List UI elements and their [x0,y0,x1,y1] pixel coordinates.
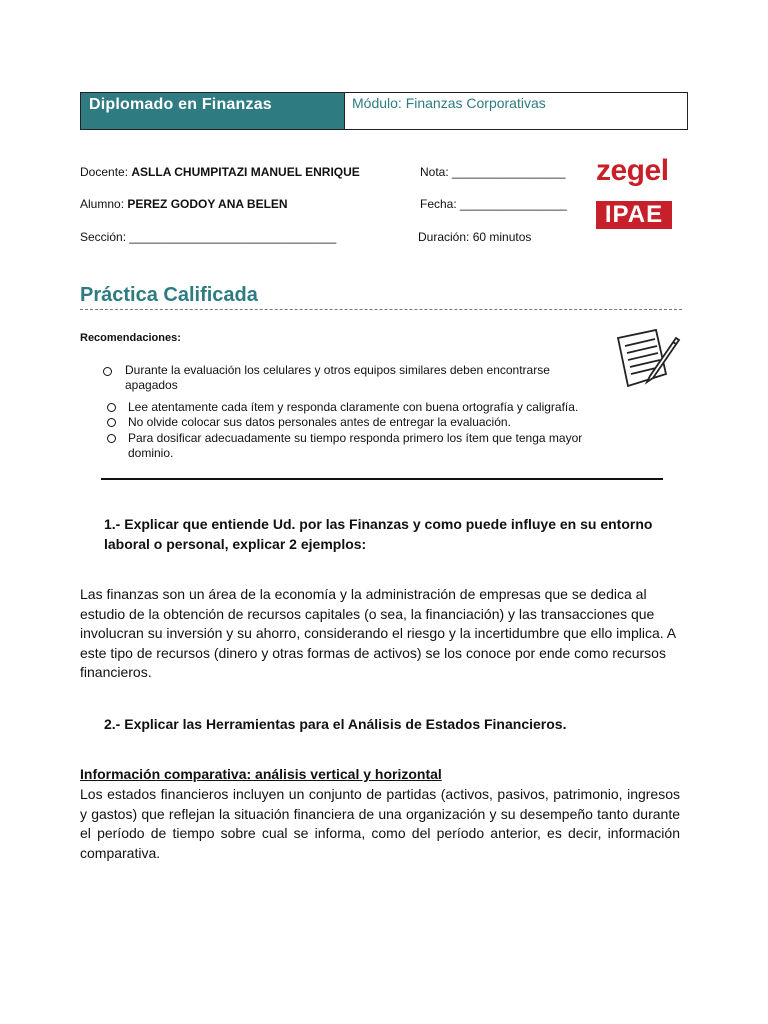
section-divider [101,478,663,480]
module-title: Módulo: Finanzas Corporativas [352,95,546,111]
recommendation-item: Durante la evaluación los celulares y otros equipos similares deben encontrarse apagados [125,363,550,392]
alumno-label: Alumno: [80,197,128,211]
bullet-icon [107,418,116,427]
fecha-line: Fecha: ________________ [420,197,567,211]
docente-label: Docente: [80,165,132,179]
answer-1: Las finanzas son un área de la economía y la administración de empresas que se dedica al estudio de la obtención de recursos capitales (o sea, la financiación) y las transacciones que involucran su inversión y su ahorro, considerando el riesgo y la incertidumbre que ello implica. A este tipo de recursos (dinero y otras formas de activos) se los conoce por ende como recursos financieros. [80,586,676,680]
answer-2: Los estados financieros incluyen un conjunto de partidas (activos, pasivos, patrimonio, ingresos y gastos) que reflejan la situación financiera de una organización y su desempeño tanto durante el período de tiempo sobre cual se informa, como del período anterior, es decir, información comparativa. [80,786,680,861]
recommendation-item: No olvide colocar sus datos personales antes de entregar la evaluación. [128,415,511,429]
recommendation-item: Lee atentamente cada ítem y responda claramente con buena ortografía y caligrafía. [128,400,579,414]
nota-line: Nota: _________________ [420,165,566,179]
seccion-line: Sección: _______________________________ [80,230,337,244]
notepad-pencil-icon [612,324,682,399]
subheading-comparative: Información comparativa: análisis vertical y horizontal [80,766,442,782]
question-1: 1.- Explicar que entiende Ud. por las Finanzas y como puede influye en su entorno laboral o personal, explicar 2 ejemplos: [104,516,653,552]
title-rule [80,309,682,310]
recommendation-item: Para dosificar adecuadamente su tiempo responda primero los ítem que tenga mayor dominio. [128,431,583,460]
docente-line [80,165,360,179]
bullet-icon [107,434,116,443]
zegel-logo: zegel [596,154,669,187]
alumno-line [80,197,288,211]
header-table [80,92,688,130]
recommendations-label: Recomendaciones: [80,332,181,344]
question-2: 2.- Explicar las Herramientas para el Análisis de Estados Financieros. [104,716,567,732]
bullet-icon [107,403,116,412]
bullet-icon [103,367,112,376]
alumno-value: PEREZ GODOY ANA BELEN [127,197,288,211]
duracion-line: Duración: 60 minutos [418,230,532,244]
page-title: Práctica Calificada [80,284,258,306]
program-title: Diplomado en Finanzas [81,93,345,129]
docente-value: ASLLA CHUMPITAZI MANUEL ENRIQUE [131,165,360,179]
ipae-logo: IPAE [596,201,672,229]
